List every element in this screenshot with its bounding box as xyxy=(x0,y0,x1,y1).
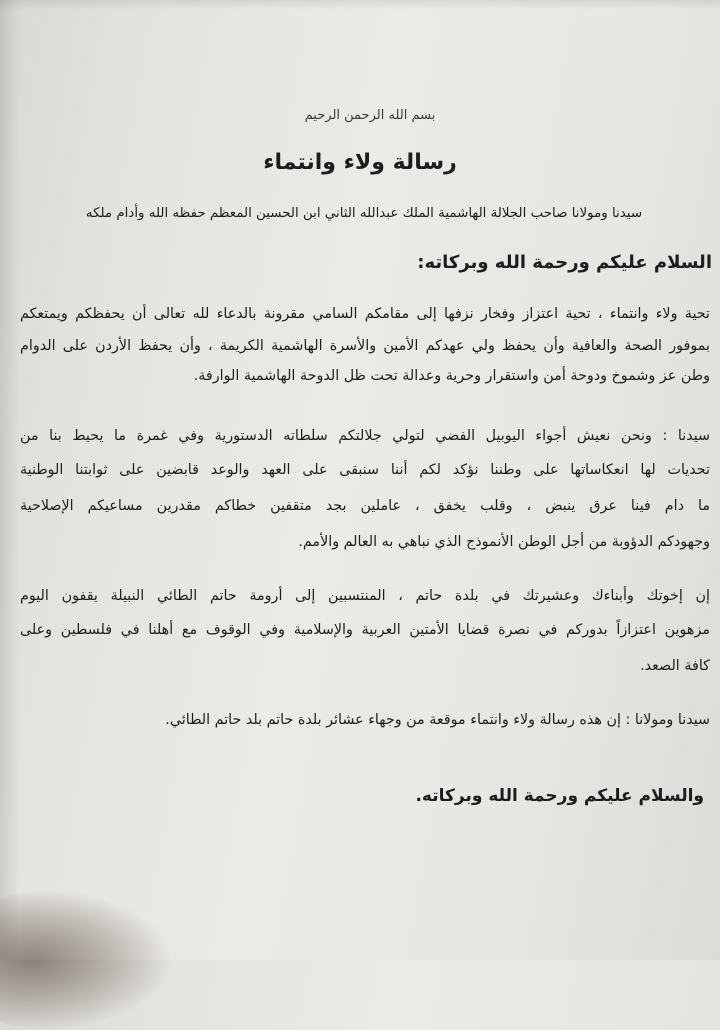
letter-title: رسالة ولاء وانتماء xyxy=(263,150,457,175)
closing-greeting: والسلام عليكم ورحمة الله وبركاته. xyxy=(415,786,704,806)
paragraph-1-line-2: بموفور الصحة والعافية وأن يحفظ ولي عهدكم الأمين والأسرة الهاشمية الكريمة ، وأن يحفظ الأردن على الدوام xyxy=(20,338,710,354)
addressee-line: سيدنا ومولانا صاحب الجلالة الهاشمية الملك عبدالله الثاني ابن الحسين المعظم حفظه الله وأدام ملكه xyxy=(85,206,643,221)
page-top-shadow xyxy=(0,0,720,10)
basmala: بسم الله الرحمن الرحيم xyxy=(304,108,436,123)
paragraph-2-line-3: ما دام فينا عرق ينبض ، وقلب يخفق ، عاملين بجد متقفين خطاكم مقدرين مساعيكم الإصلاحية xyxy=(20,498,710,514)
paragraph-1-line-1: تحية ولاء وانتماء ، تحية اعتزاز وفخار نزفها إلى مقامكم السامي مقرونة بالدعاء لله تعالى أن يحفظكم ويمتعكم xyxy=(20,306,710,322)
paragraph-3-line-1: إن إخوتك وأبناءك وعشيرتك في بلدة حاتم ، المنتسبين إلى أرومة حاتم الطائي النبيلة يقفون اليوم xyxy=(20,588,710,604)
finger-shadow xyxy=(0,890,170,1030)
paragraph-2-line-4: وجهودكم الدؤوبة من أجل الوطن الأنموذج الذي نباهي به العالم والأمم. xyxy=(298,534,710,550)
paragraph-1-line-3: وطن عز وشموخ ودوحة أمن واستقرار وحرية وعدالة تحت ظل الدوحة الهاشمية الوارفة. xyxy=(193,368,710,384)
paragraph-3-line-2: مزهوين اعتزازاً بدوركم في نصرة قضايا الأمتين العربية والإسلامية وفي الوقوف مع أهلنا في فلسطين وعلى xyxy=(20,622,710,638)
page-edge-shadow xyxy=(0,0,20,960)
paragraph-4-line-1: سيدنا ومولانا : إن هذه رسالة ولاء وانتماء موقعة من وجهاء عشائر بلدة حاتم بلد حاتم الطائي. xyxy=(165,712,710,728)
paragraph-2-line-1: سيدنا : ونحن نعيش أجواء اليوبيل الفضي لتولي جلالتكم سلطاته الدستورية وفي غمرة ما يحيط بنا من xyxy=(20,428,710,444)
greeting: السلام عليكم ورحمة الله وبركاته: xyxy=(417,252,712,273)
paragraph-2-line-2: تحديات لها انعكاساتها على وطننا نؤكد لكم أننا سنبقى على العهد والوعد قابضين على ثوابتنا الوطنية xyxy=(20,462,710,478)
paragraph-3-line-3: كافة الصعد. xyxy=(640,658,710,674)
